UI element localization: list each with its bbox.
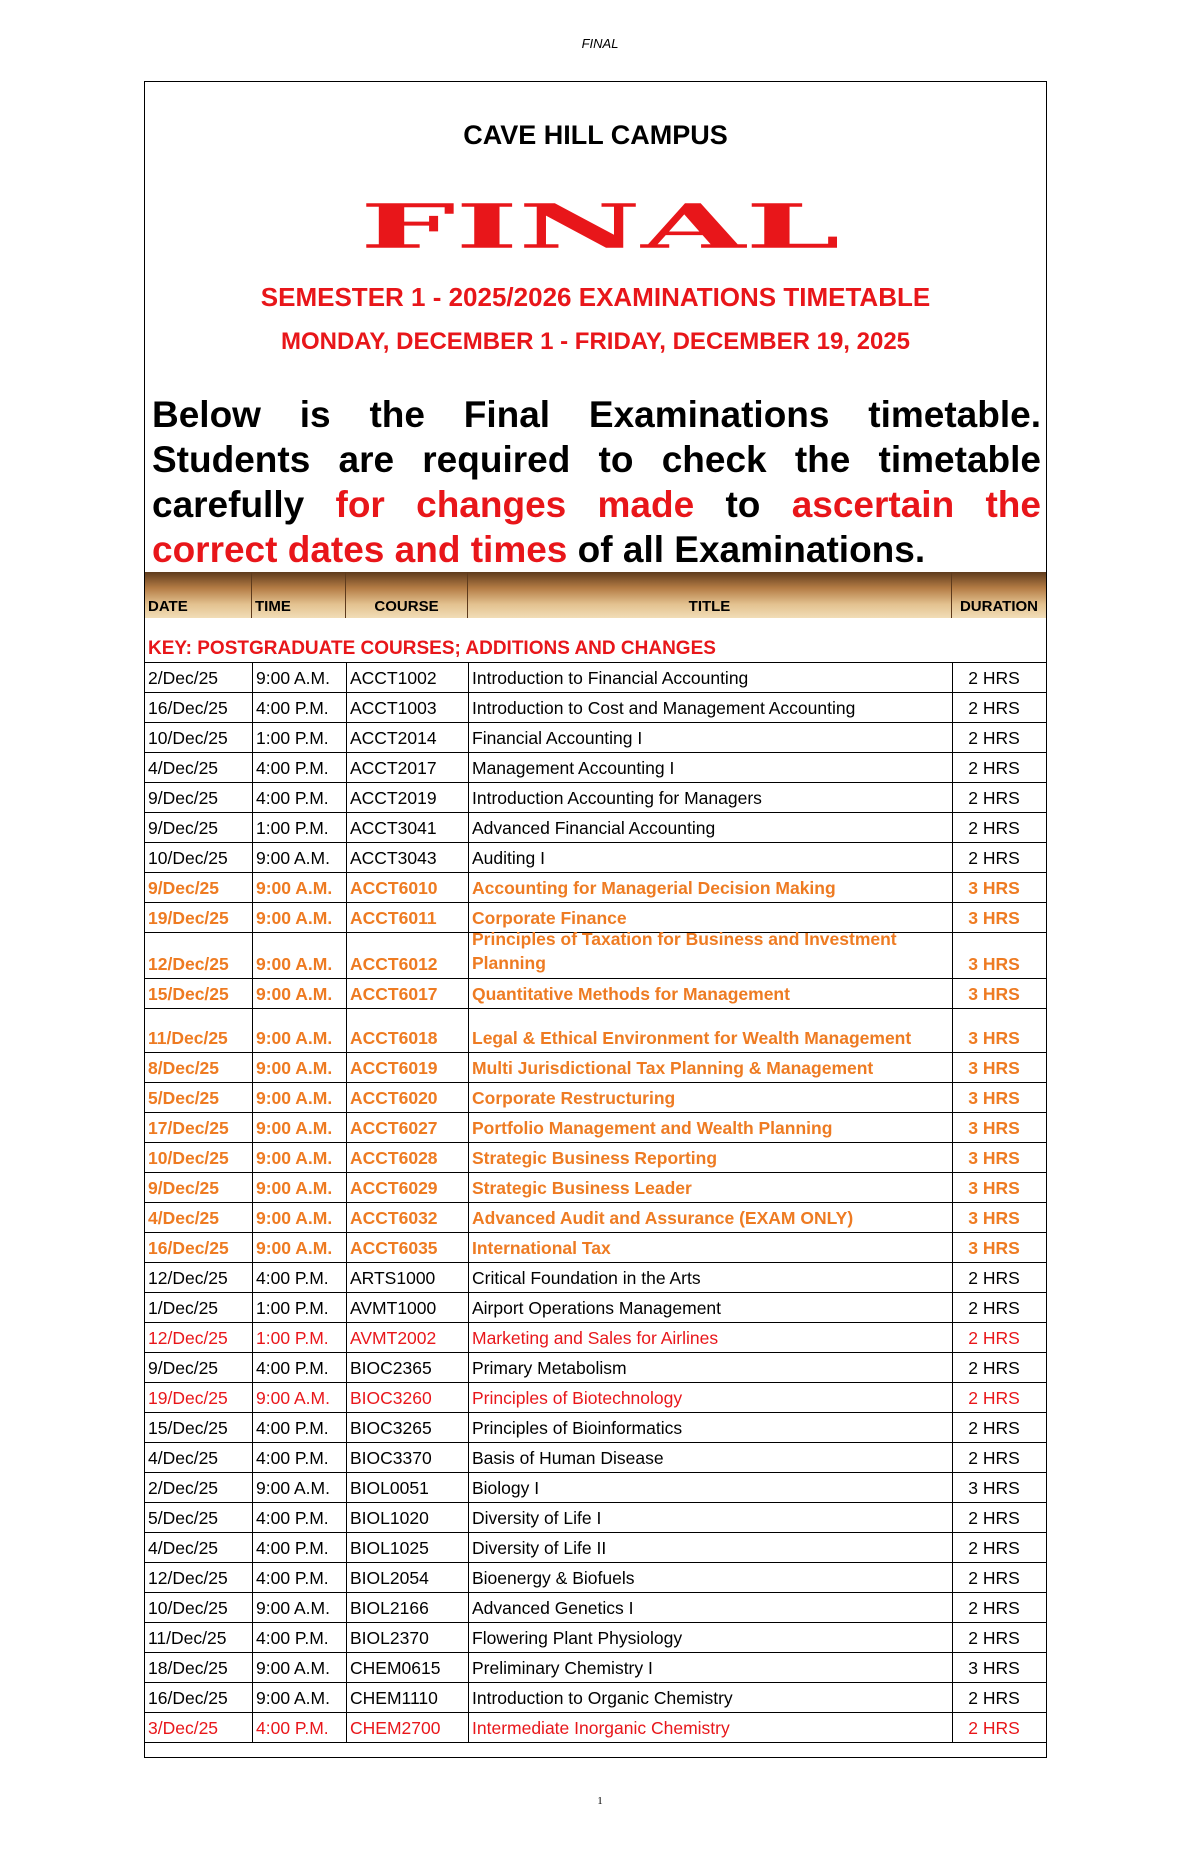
cell-course: ACCT1003 [350,698,437,718]
cell-course: ACCT6028 [350,1148,438,1168]
column-divider [346,662,347,1742]
cell-title: Advanced Audit and Assurance (EXAM ONLY) [472,1208,854,1228]
cell-time: 4:00 P.M. [256,758,329,778]
cell-time: 4:00 P.M. [256,1628,329,1648]
table-row [145,1562,1046,1592]
cell-time: 9:00 A.M. [256,1088,333,1108]
cell-time: 9:00 A.M. [256,1688,330,1708]
cell-date: 15/Dec/25 [148,1418,228,1438]
cell-date: 4/Dec/25 [148,1208,220,1228]
cell-time: 9:00 A.M. [256,908,333,928]
cell-time: 4:00 P.M. [256,1268,329,1288]
cell-course: BIOC2365 [350,1358,432,1378]
cell-course: AVMT1000 [350,1298,437,1318]
cell-date: 9/Dec/25 [148,788,219,808]
table-row [145,1292,1046,1322]
table-row [145,1112,1046,1142]
table-row [145,1082,1046,1112]
table-row [145,1352,1046,1382]
table-row [145,1712,1046,1742]
cell-duration: 3 HRS [968,1058,1020,1078]
cell-title: Corporate Finance [472,908,627,928]
cell-time: 9:00 A.M. [256,1118,333,1138]
cell-date: 10/Dec/25 [148,848,228,868]
cell-title: Financial Accounting I [472,728,643,748]
table-row [145,782,1046,812]
notice-highlight-dates: ascertain the correct dates and times [152,484,1041,570]
cell-duration: 2 HRS [968,1298,1020,1318]
table-row [145,812,1046,842]
notice-text-3: of all Examinations. [567,529,926,570]
cell-date: 5/Dec/25 [148,1088,220,1108]
cell-course: BIOL1025 [350,1538,429,1558]
table-row [145,1202,1046,1232]
cell-time: 9:00 A.M. [256,1478,330,1498]
cell-date: 11/Dec/25 [148,1628,227,1648]
notice-text-1: Below is the Final Examinations timetable. Students are required to check the timetable carefully [152,394,1041,525]
cell-time: 9:00 A.M. [256,1658,330,1678]
cell-date: 12/Dec/25 [148,1568,228,1588]
cell-duration: 2 HRS [968,1268,1020,1288]
table-row [145,1382,1046,1412]
cell-date: 10/Dec/25 [148,728,228,748]
cell-time: 4:00 P.M. [256,1568,329,1588]
cell-course: ACCT6012 [350,954,438,974]
cell-time: 4:00 P.M. [256,788,329,808]
cell-duration: 3 HRS [968,1178,1020,1198]
svg-text:FINAL: FINAL [360,190,840,260]
cell-duration: 2 HRS [968,1538,1020,1558]
cell-duration: 3 HRS [968,1208,1020,1228]
cell-date: 4/Dec/25 [148,1448,219,1468]
cell-course: ACCT2019 [350,788,437,808]
cell-title: Principles of Taxation for Business and Investment Planning [472,929,897,973]
cell-duration: 2 HRS [968,1328,1020,1348]
cell-title: Management Accounting I [472,758,675,778]
cell-course: ACCT3041 [350,818,437,838]
cell-course: ACCT6032 [350,1208,438,1228]
cell-title: Corporate Restructuring [472,1088,676,1108]
cell-duration: 2 HRS [968,1388,1020,1408]
cell-duration: 2 HRS [968,698,1020,718]
cell-course: CHEM1110 [350,1688,438,1708]
cell-title: Diversity of Life II [472,1538,607,1558]
cell-course: ACCT6027 [350,1118,438,1138]
cell-title: Introduction to Financial Accounting [472,668,749,688]
cell-title: Bioenergy & Biofuels [472,1568,635,1588]
cell-date: 2/Dec/25 [148,1478,219,1498]
header-duration: DURATION [959,598,1039,615]
cell-duration: 2 HRS [968,1448,1020,1468]
cell-time: 4:00 P.M. [256,698,329,718]
cell-duration: 3 HRS [968,984,1020,1004]
cell-duration: 2 HRS [968,1628,1020,1648]
cell-time: 9:00 A.M. [256,878,333,898]
cell-course: ACCT6010 [350,878,438,898]
cell-title: Multi Jurisdictional Tax Planning & Management [472,1058,874,1078]
cell-time: 4:00 P.M. [256,1508,329,1528]
campus-title: CAVE HILL CAMPUS [463,120,728,150]
cell-course: ARTS1000 [350,1268,436,1288]
cell-course: BIOL2054 [350,1568,429,1588]
cell-duration: 2 HRS [968,818,1020,838]
cell-date: 16/Dec/25 [148,1688,228,1708]
table-row [145,1472,1046,1502]
cell-course: CHEM0615 [350,1658,441,1678]
table-key: KEY: POSTGRADUATE COURSES; ADDITIONS AND CHANGES [148,638,716,659]
cell-date: 12/Dec/25 [148,1328,228,1348]
table-row [145,978,1046,1008]
running-header: FINAL [581,36,619,51]
table-row [145,1442,1046,1472]
cell-course: BIOC3265 [350,1418,432,1438]
cell-time: 9:00 A.M. [256,1598,330,1618]
table-row [145,1008,1046,1052]
cell-time: 9:00 A.M. [256,1208,333,1228]
cell-duration: 2 HRS [968,848,1020,868]
column-divider [952,662,953,1742]
table-row [145,1262,1046,1292]
cell-title: Diversity of Life I [472,1508,602,1528]
cell-date: 19/Dec/25 [148,1388,228,1408]
cell-course: BIOL0051 [350,1478,429,1498]
cell-course: ACCT3043 [350,848,437,868]
table-row [145,842,1046,872]
cell-duration: 3 HRS [968,908,1020,928]
cell-title: Strategic Business Reporting [472,1148,718,1168]
cell-title: Advanced Financial Accounting [472,818,716,838]
cell-duration: 3 HRS [968,954,1020,974]
table-row [145,1142,1046,1172]
table-row [145,692,1046,722]
cell-course: BIOL1020 [350,1508,429,1528]
cell-duration: 2 HRS [968,1508,1020,1528]
cell-course: BIOC3370 [350,1448,432,1468]
table-row [145,1412,1046,1442]
cell-duration: 2 HRS [968,1688,1020,1708]
cell-course: ACCT1002 [350,668,437,688]
cell-date: 10/Dec/25 [148,1148,229,1168]
cell-course: BIOC3260 [350,1388,432,1408]
cell-course: ACCT6011 [350,908,437,928]
cell-date: 9/Dec/25 [148,1358,219,1378]
cell-title: Legal & Ethical Environment for Wealth Management [472,1028,912,1048]
cell-duration: 3 HRS [968,1118,1020,1138]
cell-title: Advanced Genetics I [472,1598,634,1618]
cell-duration: 2 HRS [968,1718,1020,1738]
notice-text-2: to [694,484,792,525]
table-row [145,1502,1046,1532]
page-number: 1 [597,1795,603,1807]
cell-time: 9:00 A.M. [256,668,330,688]
cell-date: 9/Dec/25 [148,818,219,838]
cell-title: Introduction to Cost and Management Accounting [472,698,856,718]
cell-course: ACCT6019 [350,1058,438,1078]
cell-duration: 2 HRS [968,1598,1020,1618]
cell-duration: 2 HRS [968,758,1020,778]
cell-title: Introduction Accounting for Managers [472,788,762,808]
cell-date: 11/Dec/25 [148,1028,228,1048]
cell-time: 4:00 P.M. [256,1358,329,1378]
column-divider [252,662,253,1742]
cell-title: Accounting for Managerial Decision Making [472,878,836,898]
cell-time: 4:00 P.M. [256,1448,329,1468]
cell-duration: 2 HRS [968,1568,1020,1588]
cell-duration: 3 HRS [968,1238,1020,1258]
cell-duration: 3 HRS [968,1478,1020,1498]
cell-date: 15/Dec/25 [148,984,229,1004]
cell-title: Principles of Biotechnology [472,1388,683,1408]
cell-title: Intermediate Inorganic Chemistry [472,1718,730,1738]
cell-date: 2/Dec/25 [148,668,219,688]
cell-duration: 2 HRS [968,1418,1020,1438]
cell-course: ACCT6020 [350,1088,438,1108]
cell-date: 17/Dec/25 [148,1118,229,1138]
cell-date: 12/Dec/25 [148,954,229,974]
cell-duration: 2 HRS [968,668,1020,688]
cell-time: 1:00 P.M. [256,1328,329,1348]
cell-time: 4:00 P.M. [256,1538,329,1558]
cell-title: Flowering Plant Physiology [472,1628,683,1648]
table-row [145,1682,1046,1712]
cell-duration: 3 HRS [968,1658,1020,1678]
cell-time: 9:00 A.M. [256,1028,333,1048]
cell-title: Marketing and Sales for Airlines [472,1328,719,1348]
semester-title: SEMESTER 1 - 2025/2026 EXAMINATIONS TIMETABLE [260,282,931,312]
cell-title: Portfolio Management and Wealth Planning [472,1118,833,1138]
table-row [145,1652,1046,1682]
cell-title: Basis of Human Disease [472,1448,664,1468]
cell-time: 1:00 P.M. [256,818,329,838]
table-row [145,1322,1046,1352]
cell-date: 4/Dec/25 [148,1538,219,1558]
cell-course: ACCT2017 [350,758,437,778]
cell-date: 18/Dec/25 [148,1658,228,1678]
cell-time: 9:00 A.M. [256,1388,330,1408]
table-row [145,1232,1046,1262]
cell-date: 10/Dec/25 [148,1598,228,1618]
cell-course: ACCT6017 [350,984,438,1004]
cell-title: Biology I [472,1478,540,1498]
notice-highlight-changes: for changes made [335,484,695,525]
cell-duration: 3 HRS [968,878,1020,898]
cell-course: AVMT2002 [350,1328,437,1348]
cell-course: ACCT2014 [350,728,437,748]
cell-date: 12/Dec/25 [148,1268,228,1288]
cell-date: 1/Dec/25 [148,1298,219,1318]
cell-title: Auditing I [472,848,545,868]
cell-title: Critical Foundation in the Arts [472,1268,701,1288]
cell-date: 8/Dec/25 [148,1058,220,1078]
cell-time: 4:00 P.M. [256,1418,329,1438]
cell-title: Preliminary Chemistry I [472,1658,653,1678]
cell-course: BIOL2370 [350,1628,429,1648]
cell-title: Quantitative Methods for Management [472,984,790,1004]
table-row [145,1172,1046,1202]
cell-date: 9/Dec/25 [148,1178,220,1198]
cell-time: 9:00 A.M. [256,954,333,974]
cell-time: 1:00 P.M. [256,1298,329,1318]
cell-course: ACCT6018 [350,1028,438,1048]
table-row [145,662,1046,692]
cell-course: CHEM2700 [350,1718,441,1738]
cell-time: 9:00 A.M. [256,1058,333,1078]
cell-course: BIOL2166 [350,1598,429,1618]
header-course: COURSE [346,572,468,618]
cell-duration: 3 HRS [968,1088,1020,1108]
cell-time: 9:00 A.M. [256,984,333,1004]
cell-time: 9:00 A.M. [256,1238,333,1258]
column-divider [468,662,469,1742]
timetable-notice [152,392,1041,572]
exam-date-range: MONDAY, DECEMBER 1 - FRIDAY, DECEMBER 19, 2025 [280,328,911,355]
cell-date: 16/Dec/25 [148,698,228,718]
cell-date: 5/Dec/25 [148,1508,219,1528]
cell-time: 9:00 A.M. [256,1178,333,1198]
table-row [145,929,1046,978]
cell-title: Strategic Business Leader [472,1178,692,1198]
cell-time: 1:00 P.M. [256,728,329,748]
row-divider [145,1742,1046,1743]
cell-date: 19/Dec/25 [148,908,229,928]
cell-title: International Tax [472,1238,611,1258]
cell-duration: 2 HRS [968,1358,1020,1378]
cell-duration: 2 HRS [968,728,1020,748]
cell-title: Introduction to Organic Chemistry [472,1688,733,1708]
final-stamp-logo [0,190,1200,260]
cell-course: ACCT6035 [350,1238,438,1258]
table-row [145,752,1046,782]
cell-title: Primary Metabolism [472,1358,627,1378]
cell-title: Principles of Bioinformatics [472,1418,683,1438]
cell-date: 9/Dec/25 [148,878,220,898]
header-title: TITLE [468,572,952,618]
header-time: TIME [252,572,346,618]
cell-time: 9:00 A.M. [256,848,330,868]
cell-date: 3/Dec/25 [148,1718,219,1738]
table-row [145,872,1046,902]
cell-duration: 2 HRS [968,788,1020,808]
table-row [145,1052,1046,1082]
cell-duration: 3 HRS [968,1148,1020,1168]
cell-time: 9:00 A.M. [256,1148,333,1168]
cell-time: 4:00 P.M. [256,1718,329,1738]
table-row [145,1592,1046,1622]
cell-date: 4/Dec/25 [148,758,219,778]
table-row [145,722,1046,752]
cell-course: ACCT6029 [350,1178,438,1198]
table-row [145,1622,1046,1652]
table-row [145,1532,1046,1562]
cell-duration: 3 HRS [968,1028,1020,1048]
cell-date: 16/Dec/25 [148,1238,229,1258]
header-date: DATE [145,572,252,618]
cell-title: Airport Operations Management [472,1298,722,1318]
